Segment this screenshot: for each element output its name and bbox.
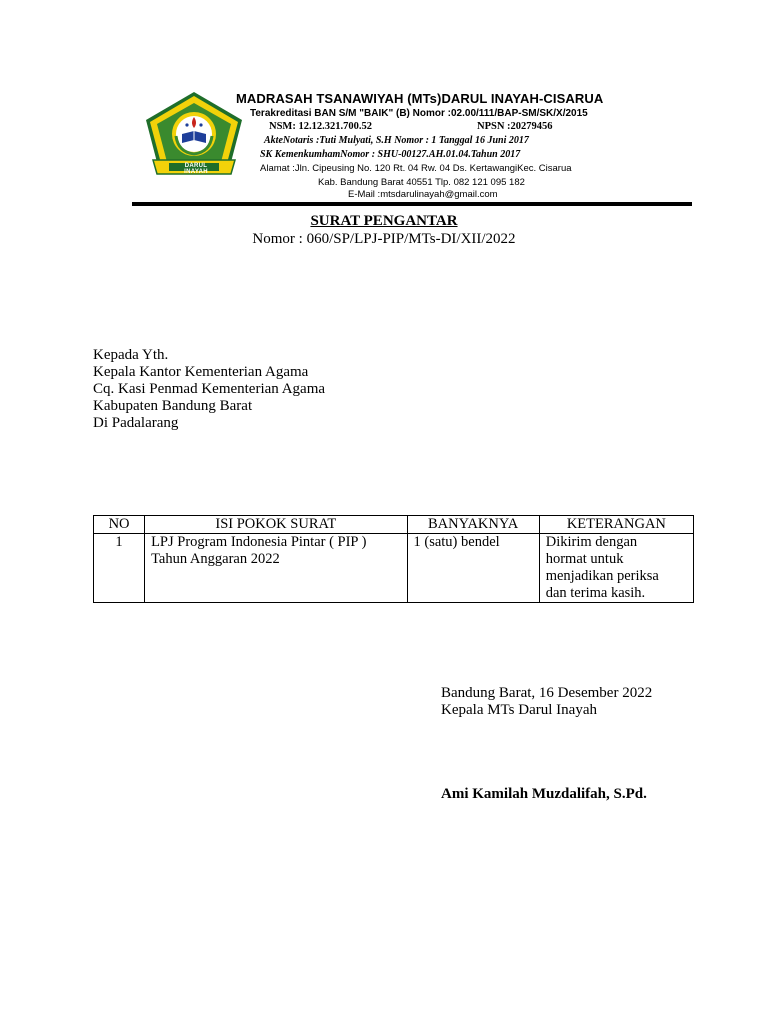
- addressee-block: [93, 347, 325, 432]
- addressee-line: Kabupaten Bandung Barat: [93, 398, 253, 414]
- column-header-keterangan: KETERANGAN: [539, 516, 693, 534]
- closing-block: [441, 685, 652, 719]
- cell-keterangan: [539, 534, 693, 603]
- logo-banner-text: DARUL INAYAH: [184, 163, 208, 175]
- cell-isi-line: LPJ Program Indonesia Pintar ( PIP ): [151, 534, 367, 550]
- contents-table: [93, 515, 694, 603]
- addressee-line: Cq. Kasi Penmad Kementerian Agama: [93, 381, 326, 397]
- addressee-line: Kepala Kantor Kementerian Agama: [93, 364, 309, 380]
- column-header-no: NO: [94, 516, 145, 534]
- npsn-number: NPSN :20279456: [477, 121, 553, 132]
- cell-isi: [145, 534, 407, 603]
- cell-keterangan-line: Dikirim dengan: [545, 534, 638, 550]
- sk-kemenkumham-line: SK KemenkumhamNomor : SHU-00127.AH.01.04.Tahun 2017: [260, 149, 521, 160]
- place-date: Bandung Barat, 16 Desember 2022: [441, 685, 653, 701]
- nsm-number: NSM: 12.12.321.700.52: [269, 121, 372, 132]
- letterhead-divider: [132, 202, 692, 206]
- addressee-line: Di Padalarang: [93, 415, 179, 431]
- cell-keterangan-line: menjadikan periksa: [545, 568, 659, 584]
- cell-keterangan-line: dan terima kasih.: [545, 585, 646, 601]
- signer-name: Ami Kamilah Muzdalifah, S.Pd.: [441, 786, 647, 802]
- letter-title: SURAT PENGANTAR: [310, 213, 458, 229]
- signer-position: Kepala MTs Darul Inayah: [441, 702, 597, 718]
- cell-no: 1: [94, 534, 145, 603]
- school-name: MADRASAH TSANAWIYAH (MTs)DARUL INAYAH-CISARUA: [236, 91, 604, 106]
- cell-keterangan-line: hormat untuk: [545, 551, 624, 567]
- notary-deed-line: AkteNotaris :Tuti Mulyati, S.H Nomor : 1 Tanggal 16 Juni 2017: [264, 135, 529, 146]
- column-header-isi: ISI POKOK SURAT: [145, 516, 407, 534]
- column-header-banyaknya: BANYAKNYA: [407, 516, 539, 534]
- address-line-1: Alamat :Jln. Cipeusing No. 120 Rt. 04 Rw. 04 Ds. KertawangiKec. Cisarua: [260, 163, 572, 174]
- letter-number: Nomor : 060/SP/LPJ-PIP/MTs-DI/XII/2022: [252, 231, 516, 247]
- addressee-line: Kepada Yth.: [93, 347, 169, 363]
- table-row: [94, 534, 694, 603]
- accreditation-line: Terakreditasi BAN S/M "BAIK" (B) Nomor :02.00/111/BAP-SM/SK/X/2015: [250, 108, 588, 119]
- address-line-2: Kab. Bandung Barat 40551 Tlp. 082 121 095 182: [318, 177, 525, 188]
- table-header-row: [94, 516, 694, 534]
- cell-isi-line: Tahun Anggaran 2022: [151, 551, 280, 567]
- email-line: E-Mail :mtsdarulinayah@gmail.com: [348, 189, 498, 200]
- cell-banyaknya: 1 (satu) bendel: [407, 534, 539, 603]
